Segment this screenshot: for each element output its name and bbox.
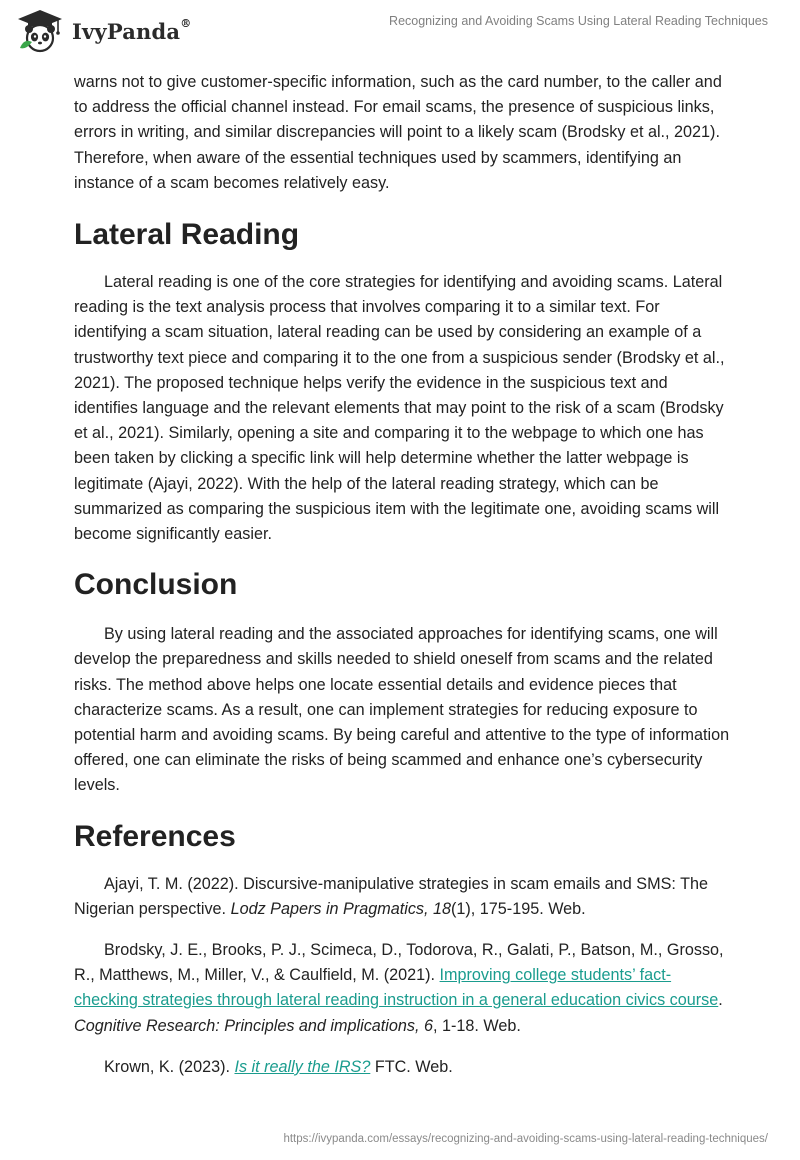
page-header [0,0,800,60]
reference-item-ajayi: Ajayi, T. M. (2022). Discursive-manipulative strategies in scam emails and SMS: The Nigerian perspective. Lodz Papers in Pragmatics, 18(1), 175-195. Web. [74,874,708,918]
lateral-reading-heading: Lateral Reading [74,218,300,252]
reference-link-brodsky[interactable]: Improving college students’ fact-checking strategies through lateral reading instruction in a general education civics course [74,966,719,1010]
panda-graduate-icon [14,8,66,54]
document-title: Recognizing and Avoiding Scams Using Lateral Reading Techniques [389,14,768,28]
lateral-reading-paragraph: Lateral reading is one of the core strategies for identifying and avoiding scams. Lateral reading is the text analysis process that involves comparing it to a similar text. For identifying a scam situation, lateral reading can be used by considering an example of a trustworthy text piece and comparing it to the one from a suspicious sender (Brodsky et al., 2021). The proposed technique helps verify the evidence in the suspicious text and identifies language and the relevant elements that may point to the risk of a scam (Brodsky et al., 2021). Similarly, opening a site and comparing it to the webpage to which one has been taken by clicking a specific link will help determine whether the latter webpage is legitimate (Ajayi, 2022). With the help of the lateral reading strategy, which can be summarized as comparing the suspicious item with the legitimate one, avoiding scams will become significantly easier. [74,273,725,544]
reference-item-brodsky: Brodsky, J. E., Brooks, P. J., Scimeca, D., Todorova, R., Galati, P., Batson, M., Grosso, R., Matthews, M., Miller, V., & Caulfield, M. (2021). Improving college students’ fact-checking strategies through lateral reading instruction in a general education civics course. Cognitive Research: Principles and implications, 6, 1-18. Web. [74,941,724,1035]
reference-item-krown: Krown, K. (2023). Is it really the IRS? FTC. Web. [104,1057,453,1076]
brand-name: IvyPanda® [72,16,192,44]
intro-paragraph: warns not to give customer-specific information, such as the card number, to the caller and to address the official channel instead. For email scams, the presence of suspicious links, errors in writing, and similar discrepancies will point to a likely scam (Brodsky et al., 2021). Therefore, when aware of the essential techniques used by scammers, identifying an instance of a scam becomes relatively easy. [74,73,722,192]
reference-link-krown[interactable]: Is it really the IRS? [234,1057,371,1076]
conclusion-paragraph: By using lateral reading and the associated approaches for identifying scams, one will develop the preparedness and skills needed to shield oneself from scams and the related risks. The method above helps one locate essential details and evidence pieces that characterize scams. As a result, one can implement strategies for reducing exposure to potential harm and avoiding scams. By being careful and attentive to the type of information offered, one can eliminate the risks of being scammed and enhance one’s cybersecurity levels. [74,625,730,795]
references-heading: References [74,819,236,853]
ivypanda-logo[interactable] [14,8,191,54]
essay-content [74,70,734,1096]
conclusion-heading: Conclusion [74,568,238,602]
footer-url: https://ivypanda.com/essays/recognizing-and-avoiding-scams-using-lateral-reading-techniques/ [283,1133,768,1145]
